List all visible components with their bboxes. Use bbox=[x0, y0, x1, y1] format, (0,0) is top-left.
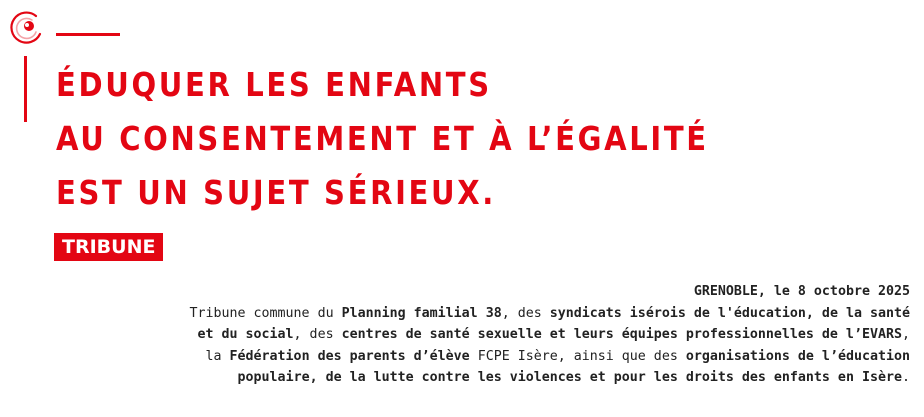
title-line-3: EST UN SUJET SÉRIEUX. bbox=[56, 173, 496, 212]
intro-text: FCPE Isère, ainsi que des bbox=[469, 348, 686, 364]
intro-text: , des bbox=[293, 327, 342, 342]
intro-paragraph bbox=[50, 281, 910, 389]
intro-line-2 bbox=[50, 324, 910, 346]
intro-emphasis: populaire, de la lutte contre les violences et pour les droits des enfants en Isère bbox=[237, 370, 902, 385]
dateline: GRENOBLE, le 8 octobre 2025 bbox=[693, 284, 910, 299]
intro-text: Tribune commune du bbox=[189, 305, 342, 321]
swirl-logo-icon bbox=[6, 10, 46, 48]
page-title bbox=[56, 58, 709, 220]
top-accent-rule bbox=[56, 33, 120, 36]
intro-text: , des bbox=[501, 305, 550, 321]
side-accent-rule bbox=[24, 56, 27, 122]
intro-line-1 bbox=[50, 303, 910, 325]
intro-emphasis: organisations de l’éducation bbox=[685, 348, 910, 364]
intro-line-4 bbox=[50, 367, 910, 389]
intro-text: . bbox=[901, 370, 910, 385]
intro-emphasis: centres de santé sexuelle et leurs équipes professionnelles de l’EVARS bbox=[341, 327, 902, 342]
title-line-2: AU CONSENTEMENT ET À L’ÉGALITÉ bbox=[56, 119, 709, 158]
intro-line-3 bbox=[50, 346, 910, 368]
intro-emphasis: Fédération des parents d’élève bbox=[229, 348, 470, 364]
category-badge: TRIBUNE bbox=[54, 233, 163, 261]
intro-text: , bbox=[901, 327, 910, 342]
title-line-1: ÉDUQUER LES ENFANTS bbox=[56, 65, 492, 104]
intro-emphasis: syndicats isérois de l'éducation, de la santé bbox=[549, 305, 910, 321]
intro-text: la bbox=[205, 348, 230, 364]
intro-emphasis: Planning familial 38 bbox=[341, 305, 502, 321]
intro-emphasis: et du social bbox=[197, 327, 294, 342]
